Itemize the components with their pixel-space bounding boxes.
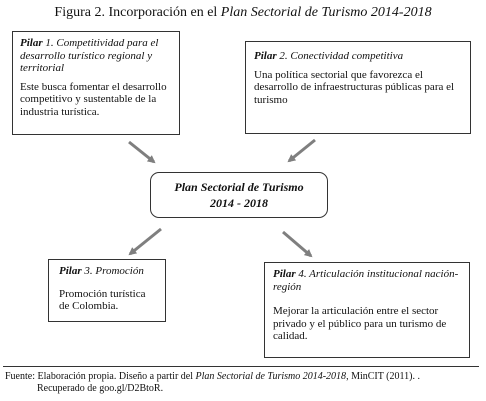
pillar-2-title: 2. Conectividad competitiva <box>276 50 404 62</box>
pillar-1-heading <box>20 37 172 75</box>
central-plan-years: 2014 - 2018 <box>210 196 268 210</box>
pillar-1-label: Pilar <box>20 37 43 49</box>
figure-title-prefix: Figura 2. Incorporación en el <box>54 5 221 20</box>
arrow-pilar4 <box>283 232 311 256</box>
pillar-4-body: Mejorar la articulación entre el sector privado y el público para un turismo de calidad. <box>273 305 447 343</box>
pillar-1-body: Este busca fomentar el desarrollo competitivo y sustentable de la industria turística. <box>20 80 167 118</box>
pillar-1-box <box>12 31 180 135</box>
pillar-2-box <box>245 41 471 134</box>
arrow-pilar2 <box>289 140 315 161</box>
pillar-2-label: Pilar <box>254 50 277 62</box>
pillar-1-title: 1. Competitividad para el desarrollo turístico regional y territorial <box>20 37 159 75</box>
source-url-line: Recuperado de goo.gl/D2BtoR. <box>37 383 164 394</box>
pillar-4-title: 4. Articulación institucional nación-región <box>273 268 459 293</box>
source-italic: Plan Sectorial de Turismo 2014-2018 <box>195 371 347 382</box>
pillar-4-box <box>264 262 470 358</box>
pillar-2-heading <box>254 50 462 63</box>
pillar-4-label: Pilar <box>273 268 296 280</box>
central-plan-node <box>150 172 328 218</box>
central-plan-name: Plan Sectorial de Turismo <box>174 180 304 194</box>
source-note <box>5 371 481 395</box>
source-suffix: , MinCIT (2011). . <box>346 371 420 382</box>
pillar-3-label: Pilar <box>59 265 82 277</box>
pillar-3-title: 3. Promoción <box>81 265 144 277</box>
pillar-3-heading <box>59 265 155 278</box>
source-divider <box>3 366 479 367</box>
arrow-pilar3 <box>130 229 161 254</box>
pillar-3-body: Promoción turística de Colombia. <box>59 287 146 313</box>
figure-title-italic: Plan Sectorial de Turismo 2014-2018 <box>220 5 432 20</box>
source-prefix: Fuente: Elaboración propia. Diseño a partir del <box>5 371 196 382</box>
arrow-pilar1 <box>129 142 154 162</box>
pillar-2-body: Una política sectorial que favorezca el desarrollo de infraestructuras públicas para el turismo <box>254 68 455 106</box>
pillar-4-heading <box>273 268 461 293</box>
pillar-3-box <box>48 259 166 322</box>
